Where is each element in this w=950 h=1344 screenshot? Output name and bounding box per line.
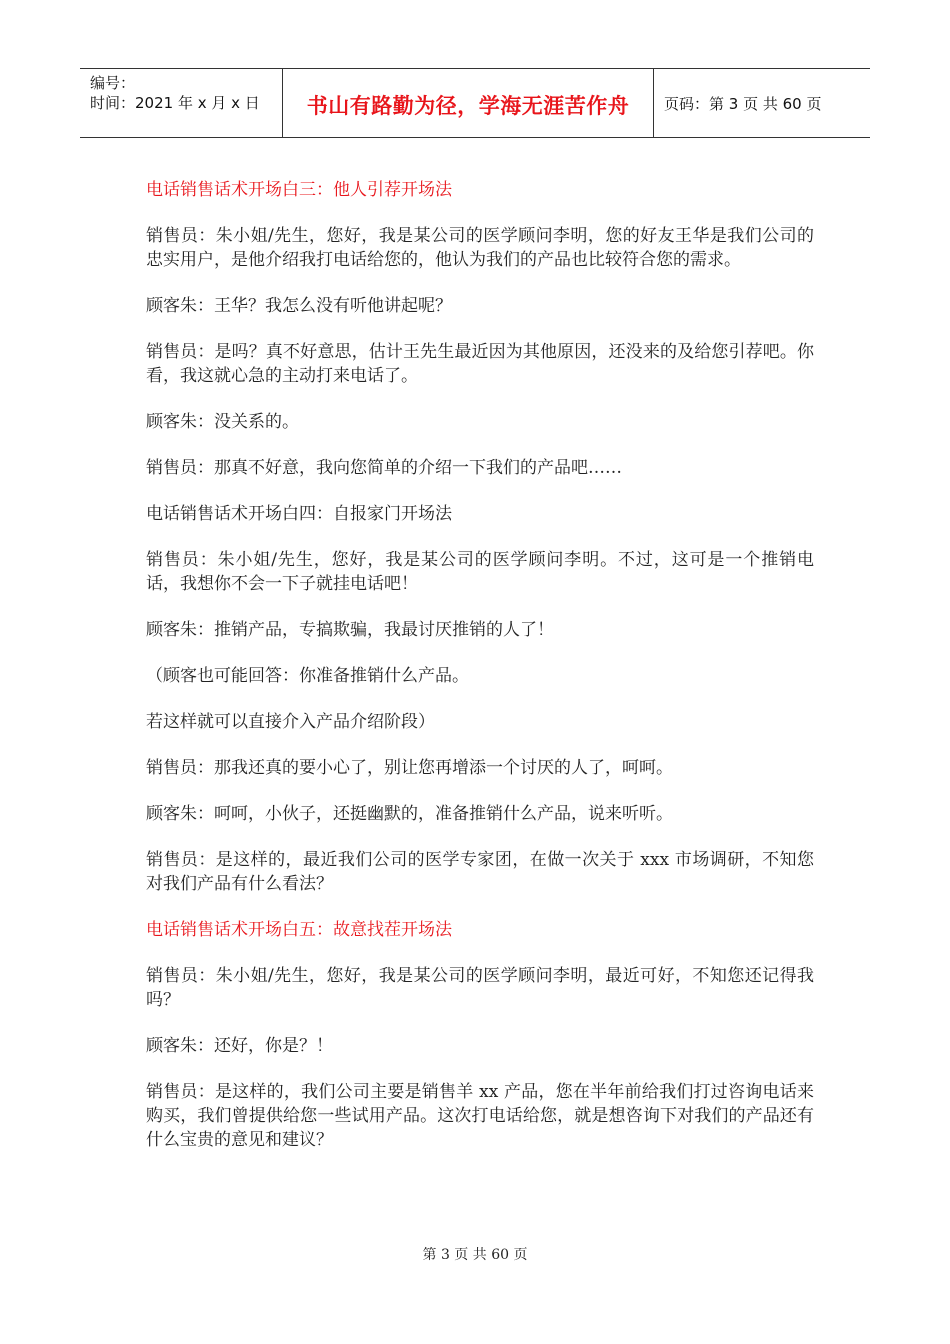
page-footer — [0, 1244, 950, 1264]
dialogue-paragraph: 顾客朱：没关系的。 — [146, 412, 299, 432]
dialogue-paragraph: 销售员：朱小姐/先生，您好，我是某公司的医学顾问李明，最近可好，不知您还记得我吗？ — [146, 966, 814, 1010]
dialogue-paragraph: 顾客朱：推销产品，专搞欺骗，我最讨厌推销的人了！ — [146, 620, 554, 640]
header-page-info: 页码：第 3 页 共 60 页 — [664, 94, 822, 113]
dialogue-paragraph: 销售员：朱小姐/先生，您好，我是某公司的医学顾问李明，您的好友王华是我们公司的忠实用户，是他介绍我打电话给您的，他认为我们的产品也比较符合您的需求。 — [146, 226, 814, 270]
section-heading: 电话销售话术开场白三：他人引荐开场法 — [146, 180, 452, 200]
dialogue-paragraph: 销售员：那真不好意，我向您简单的介绍一下我们的产品吧…… — [146, 458, 622, 478]
dialogue-paragraph: 顾客朱：呵呵，小伙子，还挺幽默的，准备推销什么产品，说来听听。 — [146, 804, 673, 824]
header-motto: 书山有路勤为径，学海无涯苦作舟 — [306, 94, 630, 118]
dialogue-paragraph: 销售员：那我还真的要小心了，别让您再增添一个讨厌的人了，呵呵。 — [146, 758, 673, 778]
header-meta — [80, 69, 282, 137]
footer-page-number: 第 3 页 共 60 页 — [422, 1247, 528, 1263]
dialogue-paragraph: 顾客朱：还好，你是？！ — [146, 1036, 333, 1056]
header-page-info-cell — [654, 69, 870, 137]
page-header — [80, 68, 870, 138]
dialogue-paragraph: 销售员：是这样的，最近我们公司的医学专家团，在做一次关于 xxx 市场调研，不知您对我们产品有什么看法？ — [146, 850, 814, 894]
header-motto-cell — [282, 69, 654, 137]
dialogue-paragraph: 若这样就可以直接介入产品介绍阶段） — [146, 712, 435, 732]
dialogue-paragraph: 销售员：朱小姐/先生，您好，我是某公司的医学顾问李明。不过，这可是一个推销电话，我想你不会一下子就挂电话吧！ — [146, 550, 814, 594]
document-number-label: 编号： — [90, 74, 136, 92]
dialogue-paragraph: 顾客朱：王华？我怎么没有听他讲起呢？ — [146, 296, 452, 316]
dialogue-paragraph: 销售员：是吗？真不好意思，估计王先生最近因为其他原因，还没来的及给您引荐吧。你看，我这就心急的主动打来电话了。 — [146, 342, 814, 386]
document-time: 时间：2021 年 x 月 x 日 — [90, 94, 260, 112]
section-heading: 电话销售话术开场白五：故意找茬开场法 — [146, 920, 452, 940]
dialogue-paragraph: 销售员：是这样的，我们公司主要是销售羊 xx 产品，您在半年前给我们打过咨询电话来购买，我们曾提供给您一些试用产品。这次打电话给您，就是想咨询下对我们的产品还有什么宝贵的意见和建议？ — [146, 1082, 814, 1150]
dialogue-paragraph: （顾客也可能回答：你准备推销什么产品。 — [146, 666, 469, 686]
dialogue-paragraph: 电话销售话术开场白四：自报家门开场法 — [146, 504, 452, 524]
document-body — [146, 178, 814, 1174]
